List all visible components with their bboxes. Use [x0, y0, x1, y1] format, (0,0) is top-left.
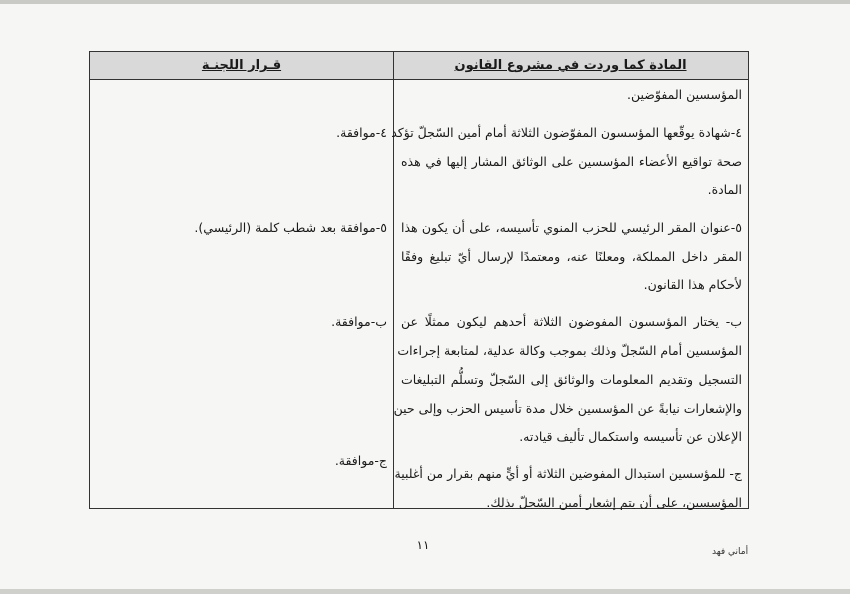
decision-item: ٥-موافقة بعد شطب كلمة (الرئيسي). [194, 220, 387, 235]
decision-item: ب-موافقة. [331, 314, 387, 329]
article-line: والإشعارات نيابةً عن المؤسسين خلال مدة تأسيس الحزب وإلى حين [393, 401, 742, 416]
signature-text: أماني فهد [712, 547, 749, 557]
article-line: ٥-عنوان المقر الرئيسي للحزب المنوي تأسيسه، على أن يكون هذا [401, 220, 742, 235]
article-line: المقر داخل المملكة، ومعلنًا عنه، ومعتمدًا لإرسال أيّ تبليغ وفقًا [401, 249, 742, 264]
decision-item: ج-موافقة. [334, 453, 387, 468]
article-line: ٤-شهادة يوقّعها المؤسسون المفوّضون الثلاثة أمام أمين السّجلّ تؤكد [391, 125, 742, 140]
article-line: المؤسسين أمام السّجلّ وذلك بموجب وكالة عدلية، لمتابعة إجراءات [397, 343, 742, 358]
article-line: لأحكام هذا القانون. [643, 277, 742, 292]
table-header-row [90, 52, 748, 80]
article-line: المادة. [707, 182, 742, 197]
article-line: المؤسسين المفوّضين. [626, 87, 742, 102]
article-line: التسجيل وتقديم المعلومات والوثائق إلى السّجلّ وتسلُّم التبليغات [401, 372, 742, 387]
decision-item: ٤-موافقة. [336, 125, 387, 140]
article-column-header: المادة كما وردت في مشروع القانون [454, 58, 687, 73]
article-line: صحة تواقيع الأعضاء المؤسسين على الوثائق المشار إليها في هذه [401, 154, 742, 169]
page-number: ١١ [416, 538, 430, 552]
comparison-table [89, 51, 749, 509]
article-line: المؤسسين، على أن يتم إشعار أمين السّجلّ بذلك. [486, 495, 742, 510]
scan-top-edge [0, 0, 850, 4]
article-column [393, 80, 748, 508]
article-line: الإعلان عن تأسيسه واستكمال تأليف قيادته. [519, 429, 742, 444]
scan-bottom-edge [0, 589, 850, 594]
article-line: ب- يختار المؤسسون المفوضون الثلاثة أحدهم ليكون ممثلًا عن [401, 314, 742, 329]
article-line: ج- للمؤسسين استبدال المفوضين الثلاثة أو أيٍّ منهم بقرار من أغلبية [394, 466, 742, 481]
decision-column-header: قـرار اللجنـة [201, 58, 282, 73]
decision-column [90, 80, 393, 508]
